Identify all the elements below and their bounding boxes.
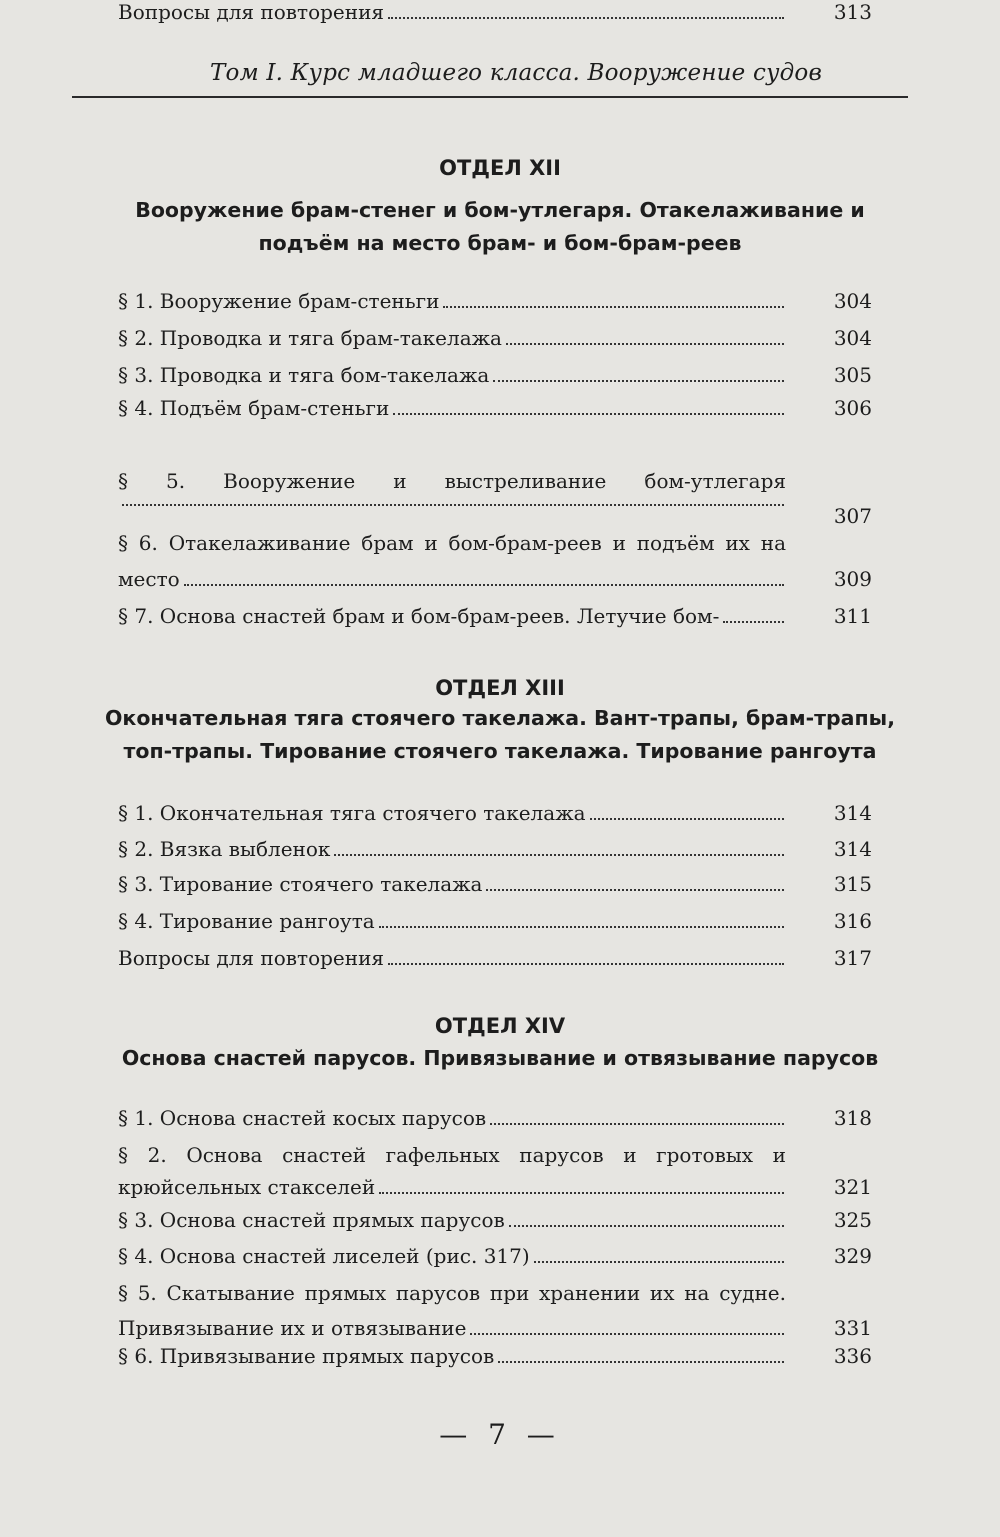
toc-entry-text-continued: крюйсельных стакселей [118,1175,376,1199]
toc-page-number: 309 [833,567,872,591]
dot-leader [443,306,784,308]
dot-leader [590,818,784,820]
dot-leader [122,504,784,506]
toc-entry-text: § 4. Подъём брам-стеньги [118,396,390,420]
dot-leader [393,413,784,415]
toc-page-number: 336 [833,1344,872,1368]
dot-leader [388,963,784,965]
dot-leader [334,854,784,856]
section-subtitle-line: Окончательная тяга стоячего такелажа. Вант-трапы, брам-трапы, [104,706,895,730]
toc-entry-text: § 4. Основа снастей лиселей (рис. 317) [118,1244,530,1268]
dot-leader [490,1123,784,1125]
dot-leader [486,889,784,891]
toc-entry-text: § 2. Проводка и тяга брам-такелажа [118,326,502,350]
toc-entry-text: § 5. Вооружение и выстреливание бом-утлегаря [118,469,786,493]
toc-entry-text: Вопросы для повторения [118,0,385,24]
toc-entry-text: § 3. Тирование стоячего такелажа [118,872,483,896]
section-title: ОТДЕЛ XII [439,156,561,180]
toc-page-number: 307 [833,504,872,528]
section-subtitle-line: Основа снастей парусов. Привязывание и отвязывание парусов [121,1046,879,1070]
dot-leader [379,926,784,928]
toc-page-number: 317 [833,946,872,970]
toc-page-number: 321 [833,1175,872,1199]
dot-leader [534,1261,784,1263]
dot-leader [470,1333,784,1335]
toc-page-number: 311 [833,604,872,628]
header-rule [72,96,908,98]
toc-entry-text: § 2. Вязка выбленок [118,837,331,861]
toc-page-number: 325 [833,1208,872,1232]
dot-leader [388,17,784,19]
dot-leader [498,1361,784,1363]
toc-page-number: 331 [833,1316,872,1340]
toc-entry-text: Вопросы для повторения [118,946,385,970]
toc-page-number: 304 [833,289,872,313]
page-number: — 7 — [439,1418,561,1451]
toc-page-number: 329 [833,1244,872,1268]
toc-entry-text: § 3. Основа снастей прямых парусов [118,1208,505,1232]
toc-entry-text-continued: место [118,567,180,591]
section-subtitle-line: подъём на место брам- и бом-брам-реев [258,231,742,255]
dot-leader [723,621,784,623]
toc-entry-text: § 6. Отакелаживание брам и бом-брам-реев и подъём их на [118,531,786,555]
toc-entry-text: § 4. Тирование рангоута [118,909,375,933]
toc-entry-text: § 7. Основа снастей брам и бом-брам-реев. Летучие бом- [118,604,720,628]
toc-page-number: 315 [833,872,872,896]
toc-entry-text: § 3. Проводка и тяга бом-такелажа [118,363,490,387]
section-title: ОТДЕЛ XIV [434,1014,566,1038]
toc-page-number: 306 [833,396,872,420]
toc-page-number: 314 [833,801,872,825]
toc-page-number: 314 [833,837,872,861]
section-subtitle-line: Вооружение брам-стенег и бом-утлегаря. Отакелаживание и [135,198,865,222]
dot-leader [506,343,784,345]
toc-page-number: 316 [833,909,872,933]
toc-entry-text-continued: Привязывание их и отвязывание [118,1316,467,1340]
toc-page-number: 305 [833,363,872,387]
dot-leader [493,380,784,382]
toc-entry-text: § 1. Вооружение брам-стеньги [118,289,440,313]
dot-leader [184,584,784,586]
toc-entry-text: § 1. Основа снастей косых парусов [118,1106,487,1130]
toc-page-number: 313 [833,0,872,24]
toc-entry-text: § 2. Основа снастей гафельных парусов и гротовых и [118,1143,786,1167]
section-subtitle-line: топ-трапы. Тирование стоячего такелажа. Тирование рангоута [123,739,877,763]
toc-entry-text: § 6. Привязывание прямых парусов [118,1344,495,1368]
section-title: ОТДЕЛ XIII [435,676,565,700]
toc-page-number: 318 [833,1106,872,1130]
dot-leader [379,1192,784,1194]
dot-leader [509,1225,784,1227]
toc-entry-text: § 1. Окончательная тяга стоячего такелажа [118,801,586,825]
running-head: Том I. Курс младшего класса. Вооружение судов [210,60,823,86]
toc-page-number: 304 [833,326,872,350]
toc-entry-text: § 5. Скатывание прямых парусов при хранении их на судне. [118,1281,786,1305]
